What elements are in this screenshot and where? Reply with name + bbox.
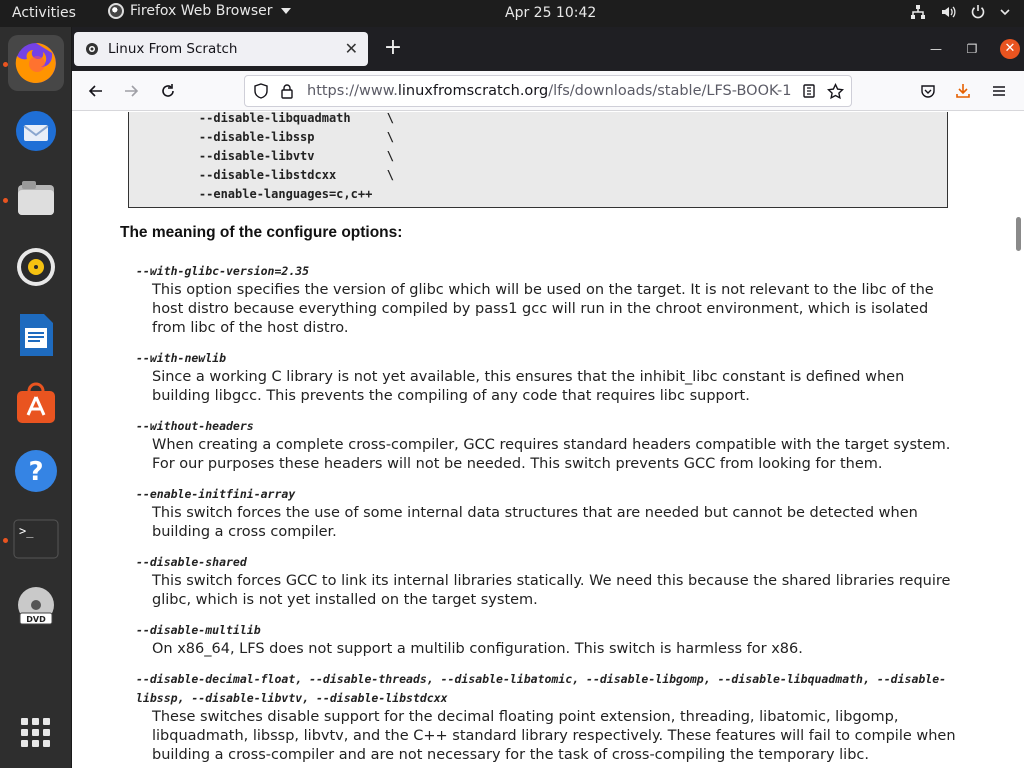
- section-heading: The meaning of the configure options:: [120, 224, 403, 241]
- power-icon: [970, 4, 986, 20]
- hamburger-menu-icon: [991, 83, 1007, 99]
- firefox-icon: [108, 3, 124, 19]
- dvd-icon: [14, 585, 58, 629]
- option-term: --without-headers: [136, 419, 254, 433]
- dock-software[interactable]: [8, 375, 64, 431]
- url-bar[interactable]: [244, 75, 852, 107]
- svg-text:DVD: DVD: [26, 615, 46, 624]
- url-prefix: https://www.: [307, 83, 398, 99]
- page-content: [72, 112, 1012, 768]
- arrow-right-icon: [123, 83, 139, 99]
- files-icon: [14, 177, 58, 221]
- help-icon: [13, 448, 59, 494]
- dock-rhythmbox[interactable]: [8, 239, 64, 295]
- option-description: Since a working C library is not yet available, this ensures that the inhibit_libc constant is defined when building libgcc. This prevents the compiling of any code that requires libc support.: [152, 369, 905, 404]
- top-bar: [0, 0, 1024, 27]
- option-term: --with-newlib: [136, 351, 227, 365]
- firefox-icon: [13, 40, 59, 86]
- new-tab-button[interactable]: +: [383, 35, 403, 60]
- option-description: This switch forces GCC to link its internal libraries statically. We need this because the shared libraries require glibc, which is not yet installed on the target system.: [152, 573, 951, 608]
- reload-icon: [160, 83, 176, 99]
- options-list: [136, 262, 956, 768]
- firefox-window: [72, 27, 1024, 768]
- bookmark-star-icon[interactable]: [827, 83, 844, 100]
- code-line: --disable-libvtv \: [170, 149, 394, 163]
- nav-bar: [72, 71, 1024, 111]
- window-close-button[interactable]: ✕: [1000, 39, 1020, 59]
- option-term: --with-glibc-version=2.35: [136, 264, 310, 278]
- minimize-button[interactable]: —: [930, 42, 942, 56]
- back-button[interactable]: [82, 77, 110, 105]
- option-description: This switch forces the use of some internal data structures that are needed but cannot be detected when building a cross compiler.: [152, 505, 918, 540]
- downloads-button[interactable]: [949, 77, 977, 105]
- thunderbird-icon: [13, 108, 59, 154]
- app-grid-icon: [19, 716, 53, 750]
- download-icon: [955, 83, 971, 99]
- pocket-icon: [920, 83, 936, 99]
- menu-button[interactable]: [985, 77, 1013, 105]
- forward-button[interactable]: [117, 77, 145, 105]
- dock-help[interactable]: [8, 443, 64, 499]
- option-description: These switches disable support for the decimal floating point extension, threading, libatomic, libgomp, libquadmath, libssp, libvtv, and the C++ standard library respectively. These features will fail to compile when building a cross-compiler and are not necessary for the task of cross-compiling the temporary libc.: [152, 709, 956, 763]
- option-term: --disable-decimal-float, --disable-threads, --disable-libatomic, --disable-libgomp, --disable-libquadmath, --disable-libssp, --disable-libvtv, --disable-libstdcxx: [136, 672, 947, 705]
- pocket-button[interactable]: [914, 77, 942, 105]
- option-description: This option specifies the version of glibc which will be used on the target. It is not relevant to the libc of the host distro because everything compiled by pass1 gcc will run in the chroot environment, which is isolated from libc of the host distro.: [152, 282, 934, 336]
- url-path: /lfs/downloads/stable/LFS-BOOK-1: [548, 83, 792, 99]
- dock-thunderbird[interactable]: [8, 103, 64, 159]
- chevron-down-icon: [1000, 7, 1010, 17]
- app-menu-label: Firefox Web Browser: [130, 3, 273, 19]
- app-menu[interactable]: [108, 3, 291, 19]
- show-applications-button[interactable]: [8, 705, 64, 761]
- reader-view-icon[interactable]: [801, 83, 817, 99]
- system-tray[interactable]: [910, 4, 1010, 20]
- page-scrollbar[interactable]: [1012, 112, 1024, 768]
- network-icon: [910, 4, 926, 20]
- option-term: --disable-shared: [136, 555, 247, 569]
- activities-button[interactable]: Activities: [12, 5, 76, 21]
- option-description: On x86_64, LFS does not support a multilib configuration. This switch is harmless for x86.: [152, 641, 803, 657]
- option-description: When creating a complete cross-compiler, GCC requires standard headers compatible with the target system. For our purposes these headers will not be needed. This switch prevents GCC from looking for them.: [152, 437, 951, 472]
- dock: [0, 27, 72, 768]
- software-icon: [14, 381, 58, 425]
- dock-terminal[interactable]: [8, 511, 64, 567]
- svg-text:>_: >_: [19, 524, 34, 538]
- reload-button[interactable]: [154, 77, 182, 105]
- code-block: [128, 112, 948, 208]
- arrow-left-icon: [88, 83, 104, 99]
- code-line: --disable-libquadmath \: [170, 112, 394, 125]
- url-text[interactable]: [307, 83, 791, 99]
- url-domain: linuxfromscratch.org: [397, 83, 549, 99]
- writer-icon: [15, 312, 57, 358]
- maximize-button[interactable]: ❐: [966, 42, 978, 56]
- dock-firefox[interactable]: [8, 35, 64, 91]
- svg-text:?: ?: [28, 457, 44, 487]
- dock-writer[interactable]: [8, 307, 64, 363]
- lock-icon[interactable]: [279, 83, 295, 99]
- option-term: --disable-multilib: [136, 623, 261, 637]
- option-term: --enable-initfini-array: [136, 487, 296, 501]
- tab-linux-from-scratch[interactable]: [74, 32, 368, 66]
- scrollbar-thumb[interactable]: [1016, 217, 1021, 251]
- rhythmbox-icon: [14, 245, 58, 289]
- lfs-favicon-icon: [84, 41, 100, 57]
- code-line: --enable-languages=c,c++: [170, 187, 373, 201]
- shield-icon[interactable]: [253, 83, 269, 99]
- volume-icon: [940, 4, 956, 20]
- code-line: --disable-libstdcxx \: [170, 168, 394, 182]
- clock[interactable]: Apr 25 10:42: [505, 5, 597, 21]
- terminal-icon: [13, 519, 59, 559]
- dock-dvd[interactable]: [8, 579, 64, 635]
- tab-title: Linux From Scratch: [108, 41, 238, 57]
- tab-bar: [72, 27, 1024, 71]
- close-icon[interactable]: ✕: [344, 39, 358, 58]
- chevron-down-icon: [281, 8, 291, 14]
- dock-files[interactable]: [8, 171, 64, 227]
- code-line: --disable-libssp \: [170, 130, 394, 144]
